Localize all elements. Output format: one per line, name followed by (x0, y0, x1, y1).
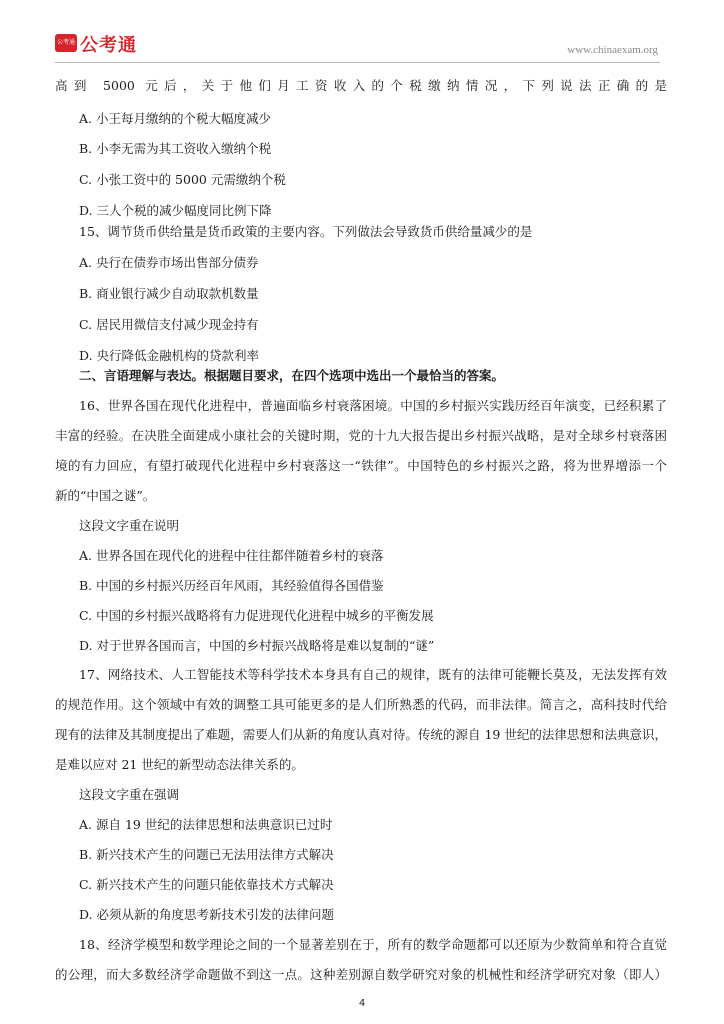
site-url: www.chinaexam.org (567, 44, 658, 56)
paragraph-line: 的公理，而大多数经济学命题做不到这一点。这种差别源自数学研究对象的机械性和经济学研究对象（即人） (55, 967, 667, 982)
option-b: B. 中国的乡村振兴历经百年风雨，其经验值得各国借鉴 (79, 578, 384, 593)
paragraph-line: 的规范作用。这个领域中有效的调整工具可能更多的是人们所熟悉的代码，而非法律。简言之，高科技时代给 (55, 697, 667, 712)
logo-badge: 公考通 (55, 34, 77, 52)
question-prompt: 这段文字重在强调 (79, 787, 180, 802)
option-c: C. 居民用微信支付减少现金持有 (79, 317, 259, 332)
paragraph-line: 是难以应对 21 世纪的新型动态法律关系的。 (55, 757, 304, 772)
option-b: B. 新兴技术产生的问题已无法用法律方式解决 (79, 847, 334, 862)
paragraph-line: 丰富的经验。在决胜全面建成小康社会的关键时期，党的十九大报告提出乡村振兴战略，是对全球乡村衰落困 (55, 428, 667, 443)
page-number: 4 (358, 998, 366, 1009)
question-prompt: 这段文字重在说明 (79, 518, 180, 533)
paragraph-line: 境的有力回应，有望打破现代化进程中乡村衰落这一“铁律”。中国特色的乡村振兴之路，将为世界增添一个 (55, 458, 667, 473)
paragraph-line: 新的“中国之谜”。 (55, 488, 156, 503)
option-d: D. 三人个税的减少幅度同比例下降 (79, 203, 272, 218)
option-c: C. 中国的乡村振兴战略将有力促进现代化进程中城乡的平衡发展 (79, 608, 434, 623)
option-b: B. 商业银行减少自动取款机数量 (79, 286, 259, 301)
option-d: D. 必须从新的角度思考新技术引发的法律问题 (79, 907, 335, 922)
paragraph-line: 高到 5000 元后，关于他们月工资收入的个税缴纳情况，下列说法正确的是 (55, 78, 667, 93)
header-divider (55, 62, 660, 63)
option-d: D. 对于世界各国而言，中国的乡村振兴战略将是难以复制的“谜” (79, 638, 435, 653)
option-a: A. 央行在债券市场出售部分债券 (79, 255, 259, 270)
option-a: A. 世界各国在现代化的进程中往往都伴随着乡村的衰落 (79, 548, 384, 563)
page-header (0, 0, 724, 70)
section-heading: 二、言语理解与表达。根据题目要求，在四个选项中选出一个最恰当的答案。 (79, 368, 505, 383)
option-c: C. 小张工资中的 5000 元需缴纳个税 (79, 172, 286, 187)
question-15: 15、调节货币供给量是货币政策的主要内容。下列做法会导致货币供给量减少的是 (79, 224, 533, 239)
question-16: 16、世界各国在现代化进程中，普遍面临乡村衰落困境。中国的乡村振兴实践历经百年演变，已经积累了 (79, 398, 667, 413)
option-a: A. 小王每月缴纳的个税大幅度减少 (79, 111, 271, 126)
logo-text: 公考通 (80, 35, 137, 56)
paragraph-line: 现有的法律及其制度提出了难题，需要人们从新的角度认真对待。传统的源自 19 世纪的法律思想和法典意识， (55, 727, 667, 742)
option-c: C. 新兴技术产生的问题只能依靠技术方式解决 (79, 877, 334, 892)
option-d: D. 央行降低金融机构的贷款利率 (79, 348, 260, 363)
question-18: 18、经济学模型和数学理论之间的一个显著差别在于，所有的数学命题都可以还原为少数简单和符合直觉 (79, 937, 667, 952)
option-a: A. 源自 19 世纪的法律思想和法典意识已过时 (79, 817, 333, 832)
question-17: 17、网络技术、人工智能技术等科学技术本身具有自己的规律，既有的法律可能鞭长莫及，无法发挥有效 (79, 667, 667, 682)
option-b: B. 小李无需为其工资收入缴纳个税 (79, 141, 272, 156)
